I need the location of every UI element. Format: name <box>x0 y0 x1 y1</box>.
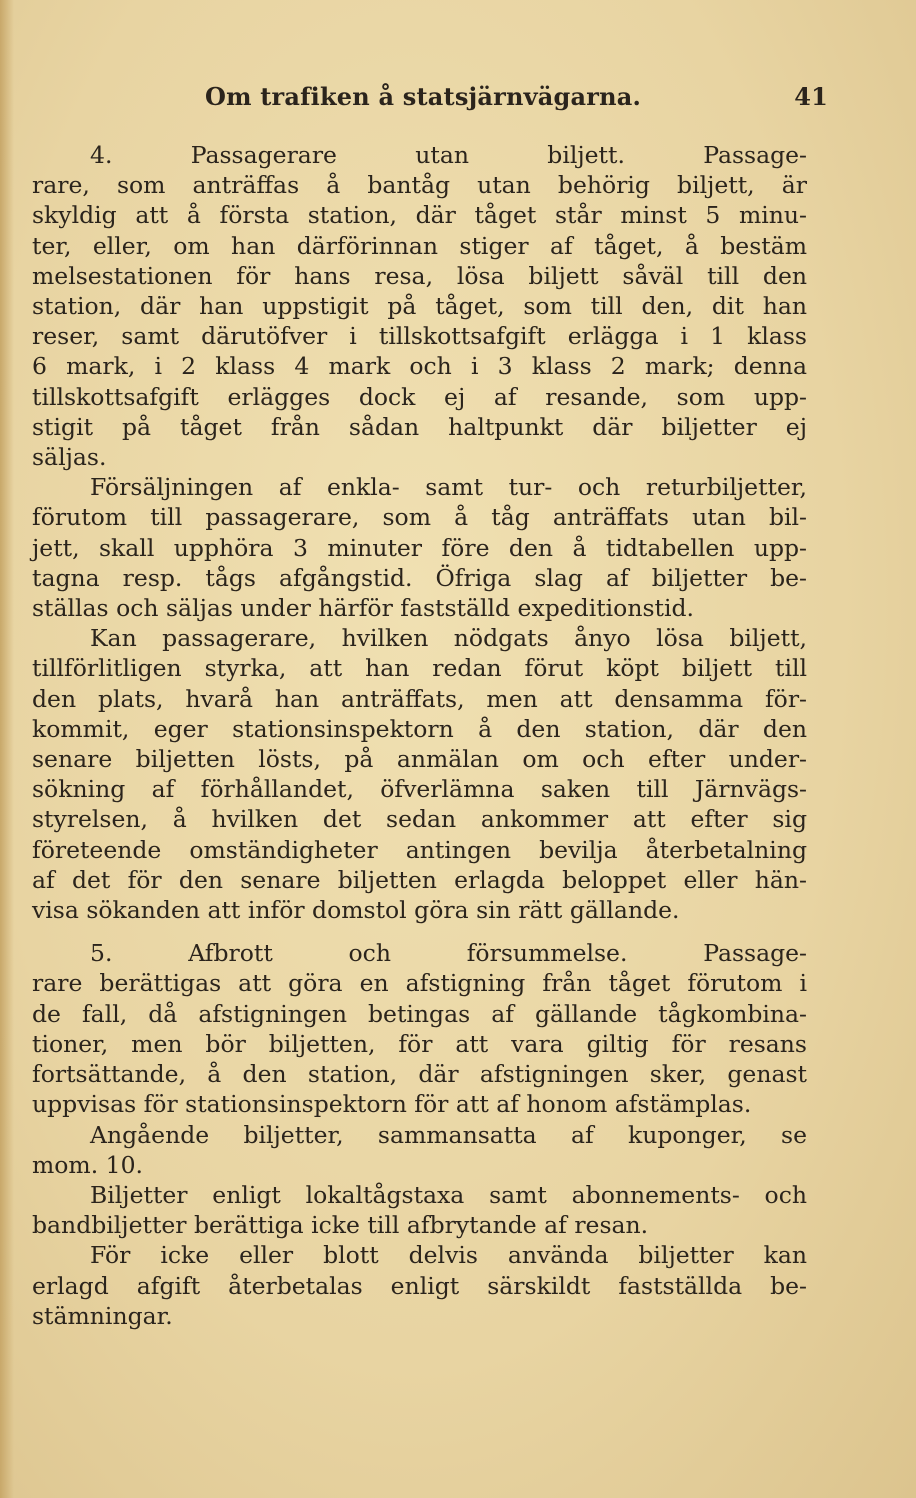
text-line: ter, eller, om han därförinnan stiger af tåget, å bestäm <box>32 231 807 260</box>
text-line: af det för den senare biljetten erlagda beloppet eller hän- <box>32 865 807 894</box>
text-line: de fall, då afstigningen betingas af gällande tågkombina- <box>32 999 807 1028</box>
text-line: skyldig att å första station, där tåget står minst 5 minu- <box>32 201 807 230</box>
text-line: stigit på tåget från sådan haltpunkt där biljetter ej <box>32 412 807 441</box>
text-line: kommit, eger stationsinspektorn å den station, där den <box>32 714 807 743</box>
text-line: För icke eller blott delvis använda biljetter kan <box>90 1241 807 1270</box>
text-line: rare berättigas att göra en afstigning från tåget förutom i <box>32 969 807 998</box>
text-line: Försäljningen af enkla- samt tur- och returbiljetter, <box>90 473 807 502</box>
text-line: station, där han uppstigit på tåget, som till den, dit han <box>32 292 807 321</box>
text-line: stämningar. <box>32 1301 173 1330</box>
page-number: 41 <box>794 82 828 111</box>
text-line: mom. 10. <box>32 1150 144 1179</box>
text-line: Biljetter enligt lokaltågstaxa samt abonnements- och <box>90 1180 807 1209</box>
header-title: Om trafiken å statsjärnvägarna. <box>205 82 642 111</box>
text-line: erlagd afgift återbetalas enligt särskildt fastställda be- <box>32 1271 807 1300</box>
text-line: melsestationen för hans resa, lösa biljett såväl till den <box>32 261 807 290</box>
text-line: säljas. <box>32 443 107 472</box>
text-line: ställas och säljas under härför fastställd expeditionstid. <box>32 594 694 623</box>
text-line: senare biljetten lösts, på anmälan om och efter under- <box>32 745 807 774</box>
text-line: uppvisas för stationsinspektorn för att af honom afstämplas. <box>32 1090 752 1119</box>
text-line: rare, som anträffas å bantåg utan behörig biljett, är <box>32 171 807 200</box>
text-line: tillskottsafgift erlägges dock ej af resande, som upp- <box>32 382 807 411</box>
text-line: Angående biljetter, sammansatta af kuponger, se <box>90 1120 807 1149</box>
text-line: tillförlitligen styrka, att han redan förut köpt biljett till <box>32 654 807 683</box>
text-line: 5. Afbrott och försummelse. Passage- <box>90 939 807 968</box>
text-line: tioner, men bör biljetten, för att vara giltig för resans <box>32 1029 807 1058</box>
text-line: reser, samt därutöfver i tillskottsafgift erlägga i 1 klass <box>32 322 807 351</box>
text-line: 6 mark, i 2 klass 4 mark och i 3 klass 2 mark; denna <box>32 352 807 381</box>
page-body <box>32 140 807 1331</box>
text-line: visa sökanden att inför domstol göra sin rätt gällande. <box>32 896 680 925</box>
text-line: jett, skall upphöra 3 minuter före den å tidtabellen upp- <box>32 533 807 562</box>
running-header <box>205 82 828 111</box>
text-line: tagna resp. tågs afgångstid. Öfriga slag af biljetter be- <box>32 563 807 592</box>
page-edge-shading <box>0 0 14 1498</box>
text-line: 4. Passagerare utan biljett. Passage- <box>90 141 807 169</box>
text-line: den plats, hvarå han anträffats, men att densamma för- <box>32 684 807 713</box>
text-line: sökning af förhållandet, öfverlämna saken till Järnvägs- <box>32 775 807 804</box>
text-line: förutom till passagerare, som å tåg anträffats utan bil- <box>32 503 807 532</box>
text-line: fortsättande, å den station, där afstigningen sker, genast <box>32 1060 807 1089</box>
text-line: företeende omständigheter antingen bevilja återbetalning <box>32 835 807 864</box>
text-line: styrelsen, å hvilken det sedan ankommer att efter sig <box>32 805 807 834</box>
text-line: Kan passagerare, hvilken nödgats ånyo lösa biljett, <box>90 624 807 653</box>
text-line: bandbiljetter berättiga icke till afbrytande af resan. <box>32 1211 649 1240</box>
